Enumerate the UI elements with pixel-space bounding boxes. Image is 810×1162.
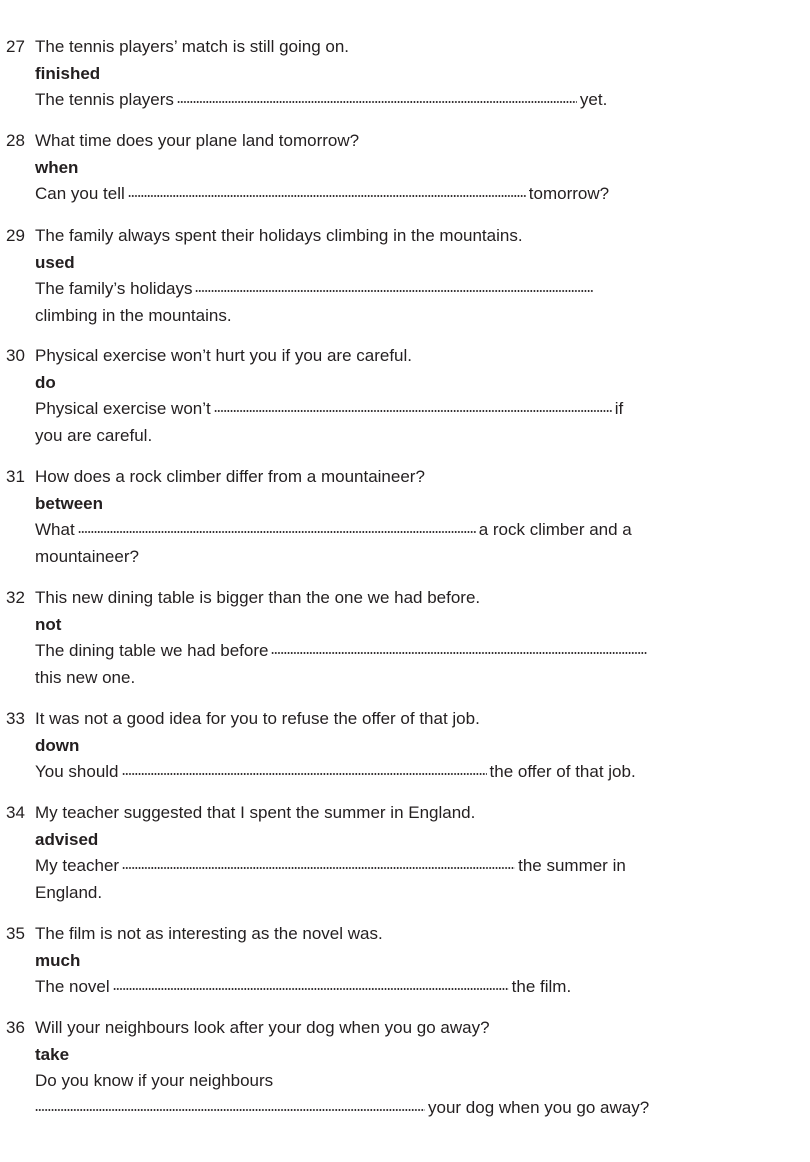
answer-line — [35, 276, 796, 303]
answer-blank[interactable] — [128, 182, 526, 199]
answer-blank[interactable] — [122, 760, 487, 777]
question-number: 27 — [6, 37, 25, 56]
original-sentence: How does a rock climber differ from a mountaineer? — [35, 467, 425, 486]
answer-line — [35, 1068, 796, 1095]
answer-continuation: climbing in the mountains. — [35, 305, 232, 325]
question-30 — [6, 343, 796, 449]
question-33 — [6, 706, 796, 786]
answer-continuation: you are careful. — [35, 425, 153, 445]
answer-line — [35, 759, 796, 786]
answer-blank[interactable] — [177, 88, 577, 105]
answer-tail: if — [614, 399, 624, 418]
keyword: down — [35, 735, 80, 755]
keyword: advised — [35, 829, 99, 849]
question-number: 28 — [6, 131, 25, 150]
answer-continuation: England. — [35, 882, 103, 902]
answer-tail: a rock climber and a — [478, 520, 632, 539]
question-number: 30 — [6, 346, 25, 365]
original-sentence: What time does your plane land tomorrow? — [35, 131, 360, 150]
keyword: finished — [35, 63, 101, 83]
question-27 — [6, 34, 796, 114]
original-sentence: The film is not as interesting as the novel was. — [35, 924, 383, 943]
answer-line — [35, 181, 796, 208]
answer-blank[interactable] — [214, 397, 612, 414]
question-32 — [6, 585, 796, 691]
question-number: 32 — [6, 588, 25, 607]
original-sentence: My teacher suggested that I spent the summer in England. — [35, 803, 476, 822]
answer-continuation: mountaineer? — [35, 546, 139, 566]
original-sentence: Will your neighbours look after your dog when you go away? — [35, 1018, 490, 1037]
original-sentence: The family always spent their holidays climbing in the mountains. — [35, 226, 523, 245]
answer-blank[interactable] — [271, 639, 647, 656]
answer-tail: your dog when you go away? — [428, 1097, 650, 1117]
original-sentence: Physical exercise won’t hurt you if you are careful. — [35, 346, 413, 365]
answer-blank[interactable] — [35, 1096, 425, 1113]
answer-lead: The novel — [35, 977, 110, 996]
answer-line — [35, 87, 796, 114]
answer-line — [35, 638, 796, 665]
keyword: when — [35, 157, 79, 177]
answer-lead: Do you know if your neighbours — [35, 1071, 274, 1090]
answer-line — [35, 517, 796, 544]
answer-lead: The family’s holidays — [35, 279, 193, 298]
answer-continuation: this new one. — [35, 667, 136, 687]
question-29 — [6, 223, 796, 329]
answer-blank[interactable] — [113, 975, 509, 992]
answer-blank[interactable] — [78, 518, 476, 535]
question-number: 31 — [6, 467, 25, 486]
original-sentence: This new dining table is bigger than the one we had before. — [35, 588, 481, 607]
answer-tail: the offer of that job. — [489, 762, 636, 781]
answer-lead: The tennis players — [35, 90, 174, 109]
answer-line — [35, 974, 796, 1001]
answer-lead: You should — [35, 762, 119, 781]
question-number: 33 — [6, 709, 25, 728]
answer-lead: What — [35, 520, 75, 539]
answer-tail: tomorrow? — [528, 184, 610, 203]
question-number: 29 — [6, 226, 25, 245]
keyword: between — [35, 493, 104, 513]
answer-line — [35, 853, 796, 880]
question-number: 35 — [6, 924, 25, 943]
answer-line-2 — [35, 1095, 796, 1122]
answer-tail: the summer in — [518, 856, 626, 875]
answer-tail: yet. — [579, 90, 608, 109]
question-31 — [6, 464, 796, 570]
answer-blank[interactable] — [195, 277, 593, 294]
keyword: take — [35, 1044, 70, 1064]
keyword: used — [35, 252, 75, 272]
answer-lead: My teacher — [35, 856, 120, 875]
keyword: do — [35, 372, 56, 392]
keyword: not — [35, 614, 62, 634]
answer-tail: the film. — [511, 977, 572, 996]
question-35 — [6, 921, 796, 1001]
answer-lead: The dining table we had before — [35, 641, 269, 660]
answer-lead: Physical exercise won’t — [35, 399, 211, 418]
answer-line — [35, 396, 796, 423]
original-sentence: It was not a good idea for you to refuse the offer of that job. — [35, 709, 480, 728]
question-36 — [6, 1015, 796, 1121]
question-number: 36 — [6, 1018, 25, 1037]
question-34 — [6, 800, 796, 906]
answer-lead: Can you tell — [35, 184, 125, 203]
original-sentence: The tennis players’ match is still going on. — [35, 37, 350, 56]
question-number: 34 — [6, 803, 25, 822]
keyword: much — [35, 950, 81, 970]
question-28 — [6, 128, 796, 208]
answer-blank[interactable] — [122, 854, 515, 871]
